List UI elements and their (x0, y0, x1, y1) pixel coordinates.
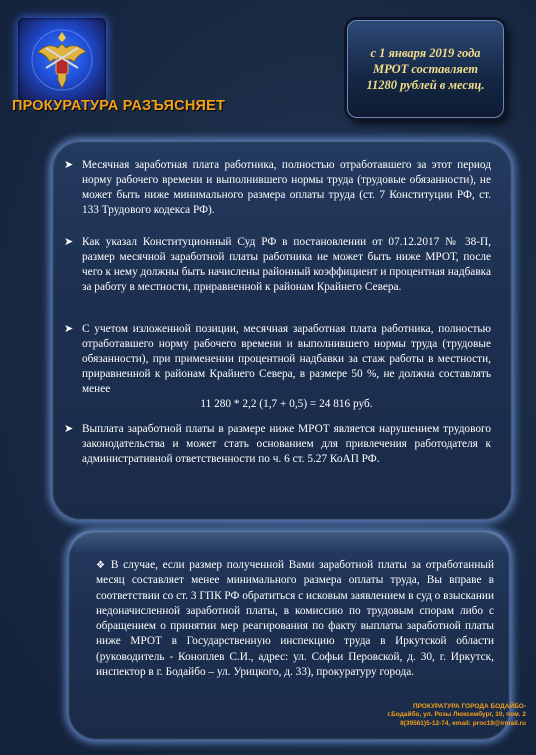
salary-formula: 11 280 * 2,2 (1,7 + 0,5) = 24 816 руб. (200, 398, 373, 411)
mrot-notice-box (347, 20, 504, 118)
list-item (65, 322, 491, 413)
bottom-note-text: В случае, если размер полученной Вами заработной платы за отработанный месяц составляет менее минимального размера оплаты труда, Вы вправе в соответствии со ст. 3 ГПК РФ обратиться с исковым заявлением в суд о взыскании недоначисленной заработной платы, в комиссию по трудовым спорам либо с обращением о принятии мер реагирования по факту выплаты заработной платы ниже МРОТ в Государственную инспекцию труда в Иркутской области (руководитель - Коноплев С.И., адрес: ул. Софьи Перовской, д. 30, г. Иркутск, инспектор в г. Бодайбо – ул. Урицкого, д. 33), прокуратуру города. (96, 559, 495, 679)
list-item-text: С учетом изложенной позиции, месячная заработная плата работника, полностью отработавшего норму рабочего времени и выполнившего нормы труда (трудовые обязанности), при применении процентной надбавки за стаж работы в местности, приравненной к районам Крайнего Севера, в размере 50 %, не должна составлять менее (82, 323, 491, 396)
arrowhead-bullet-icon: ➤ (64, 423, 74, 435)
organization-title: ПРОКУРАТУРА РАЗЪЯСНЯЕТ (12, 98, 226, 114)
arrowhead-bullet-icon: ➤ (64, 323, 74, 335)
arrowhead-bullet-icon: ➤ (64, 236, 74, 248)
list-item-text: Месячная заработная плата работника, полностью отработавшего за этот период норму рабочего времени и выполнившего нормы труда (трудовые обязанности), не может быть ниже минимального размера оплаты труда (ст. 7 Конституции РФ, ст. 133 Трудового кодекса РФ). (82, 159, 491, 217)
bottom-note (96, 558, 494, 680)
footer-address: г.Бодайбо, ул. Розы Люксембург, 10, пом. 2 (387, 711, 526, 719)
list-item (65, 235, 491, 295)
list-item (65, 422, 491, 467)
list-item (65, 158, 491, 218)
prosecutor-emblem-icon (18, 18, 106, 102)
footer-contacts (326, 703, 526, 728)
footer-phone-email: 8(39561)5-12-74, email: proc19@irmail.ru (400, 719, 526, 727)
arrowhead-bullet-icon: ➤ (64, 159, 74, 171)
mrot-notice-text: с 1 января 2019 года МРОТ составляет 11280 рублей в месяц. (366, 46, 485, 92)
diamond-bullet-icon: ❖ (96, 560, 107, 571)
list-item-text: Выплата заработной платы в размере ниже МРОТ является нарушением трудового законодательства и может стать основанием для привлечения работодателя к административной ответственности по ч. 6 ст. 5.27 КоАП РФ. (82, 423, 491, 466)
footer-org-name: ПРОКУРАТУРА ГОРОДА БОДАЙБО- (412, 703, 526, 710)
list-item-text: Как указал Конституционный Суд РФ в постановлении от 07.12.2017 № 38-П, размер месячной заработной платы работника не может быть ниже МРОТ, после чего к нему должны быть начислены районный коэффициент и процентная надбавка за работу в местности, приравненной к районам Крайнего Севера. (82, 236, 491, 294)
